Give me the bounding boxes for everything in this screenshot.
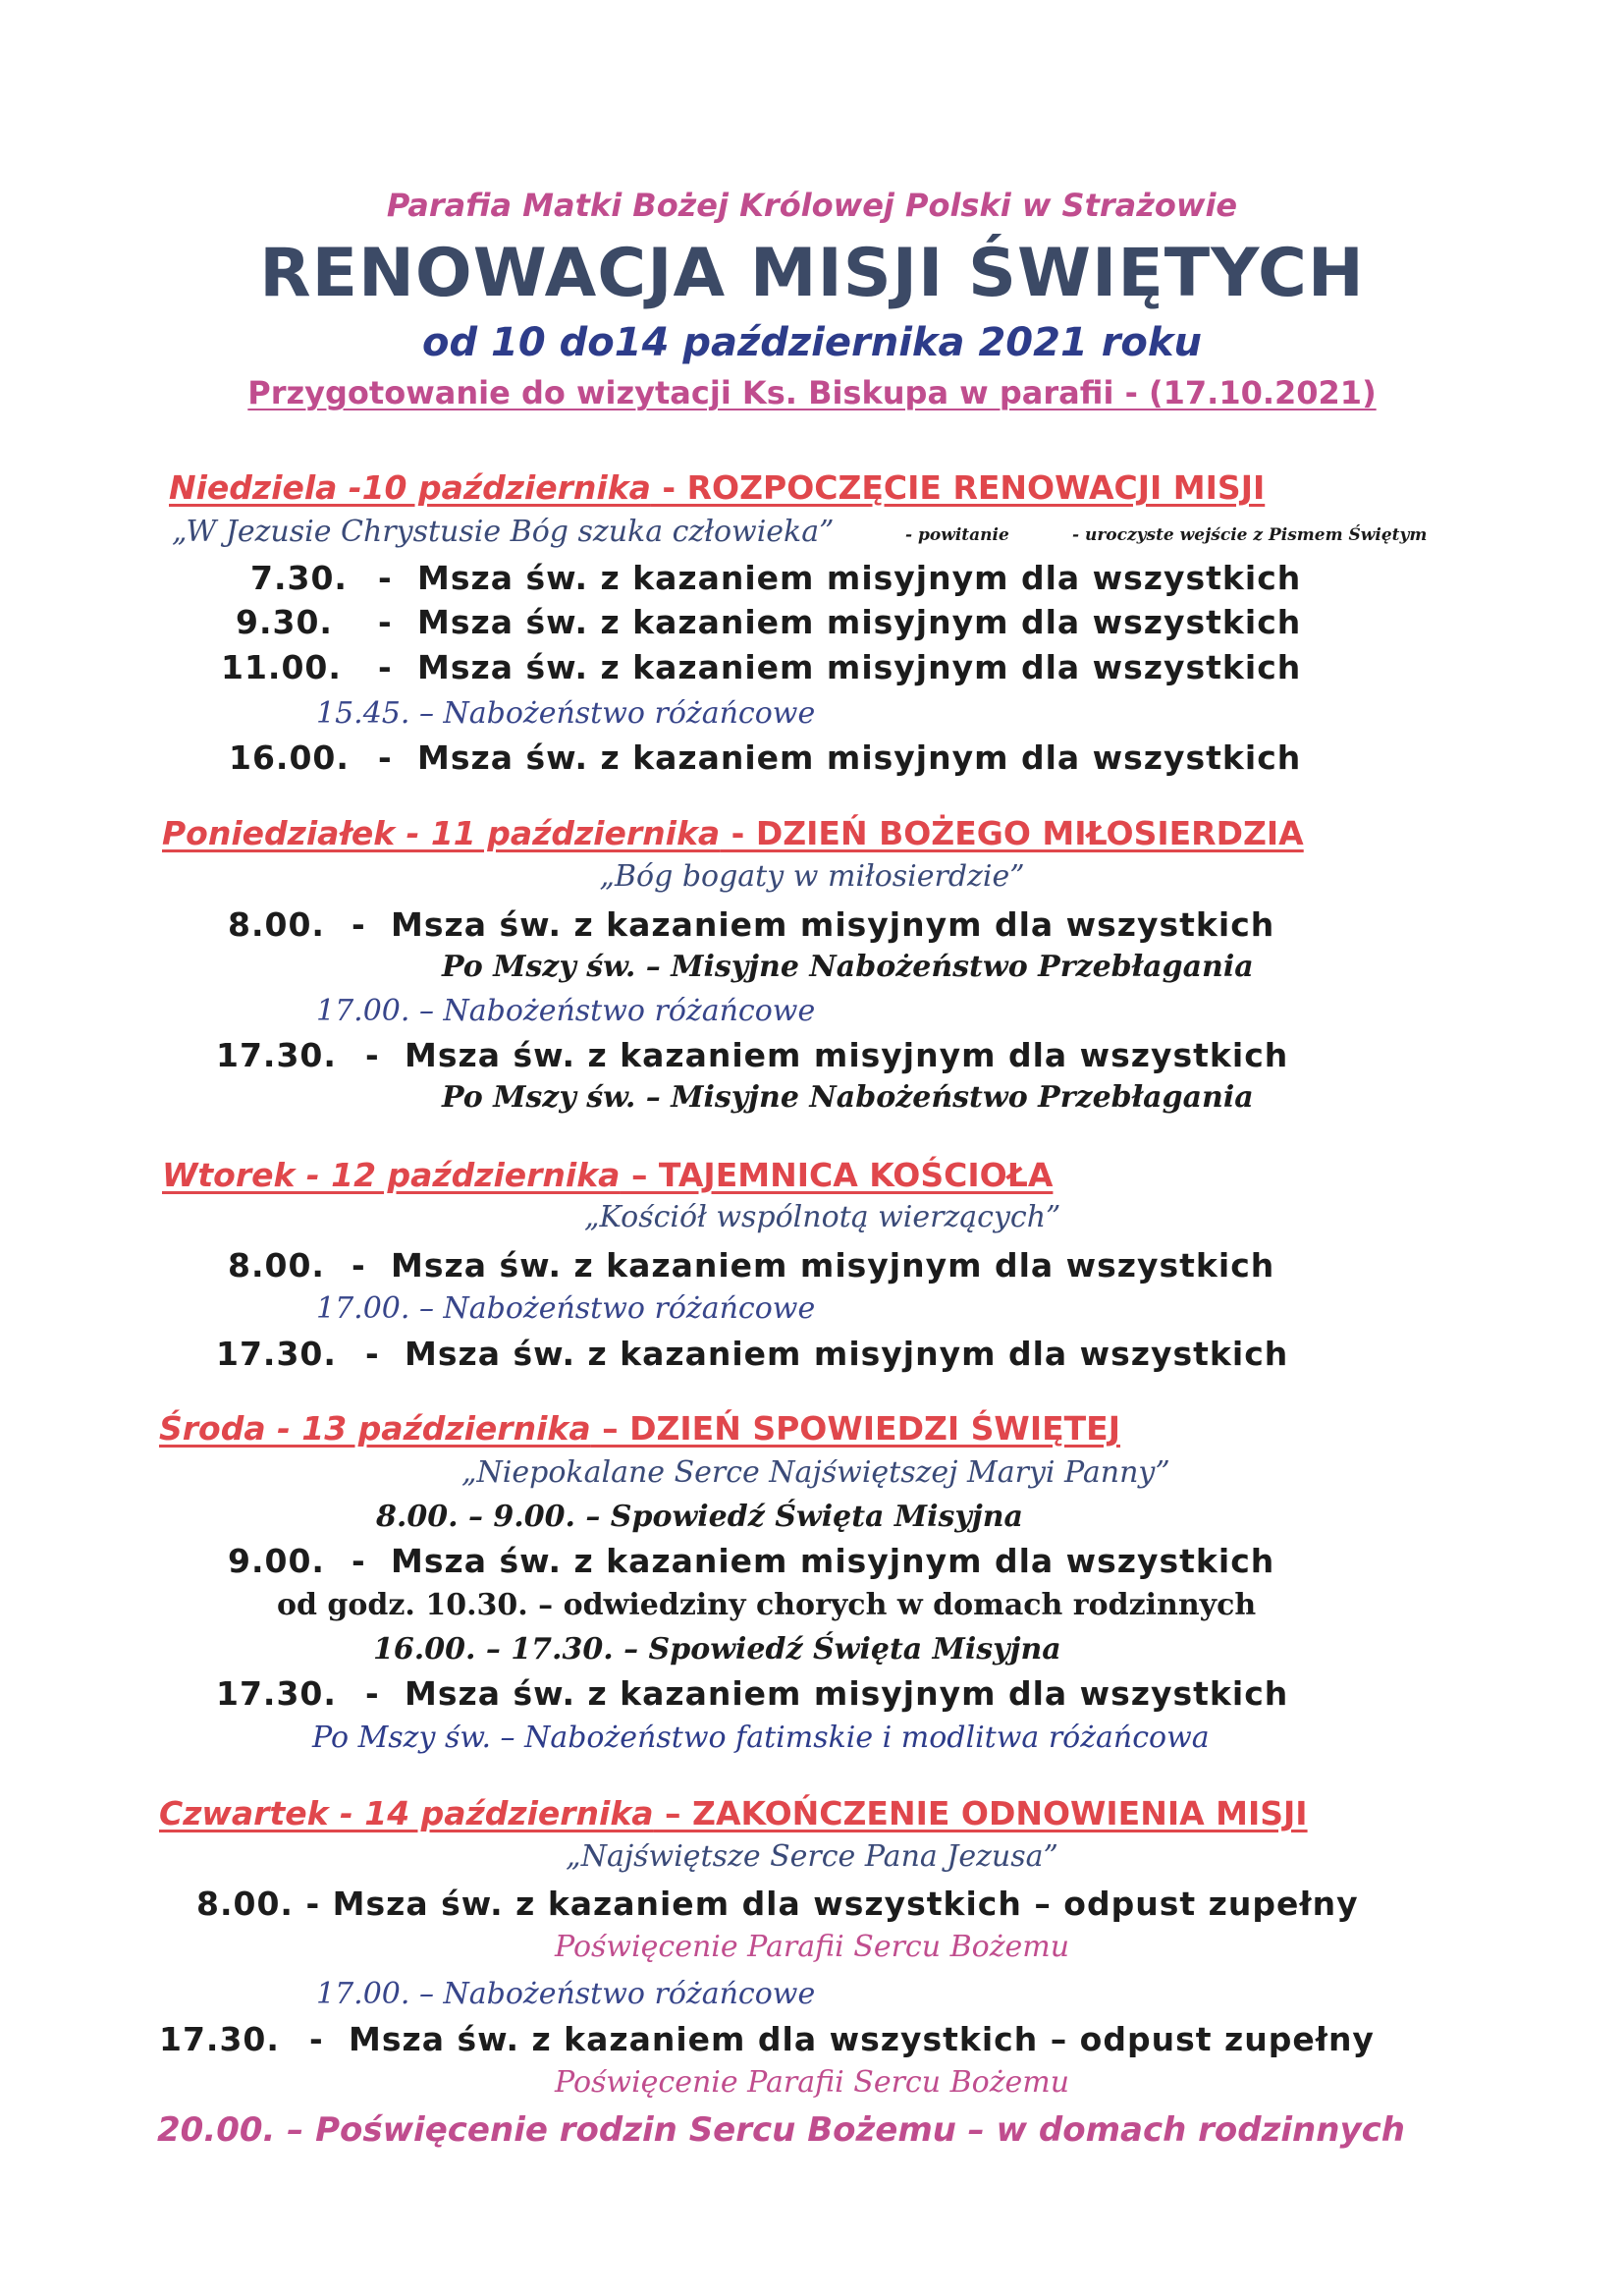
sunday-mass-3-text: Msza św. z kazaniem misyjnym dla wszystkich xyxy=(417,648,1302,686)
sunday-mass-2-dash: - xyxy=(378,603,393,641)
thursday-event: – ZAKOŃCZENIE ODNOWIENIA MISJI xyxy=(653,1794,1308,1832)
sunday-note-entrance: - uroczyste wejście z Pismem Świętym xyxy=(1072,525,1428,545)
sunday-note-welcome: - powitanie xyxy=(905,525,1009,545)
sunday-mass-3-dash: - xyxy=(378,648,393,686)
tuesday-heading xyxy=(162,1156,1054,1194)
thursday-mass-2-text: Msza św. z kazaniem dla wszystkich – odpust zupełny xyxy=(349,2020,1375,2058)
wednesday-event: – DZIEŃ SPOWIEDZI ŚWIĘTEJ xyxy=(590,1409,1120,1448)
monday-mass-1-dash: - xyxy=(352,905,366,944)
tuesday-event: – TAJEMNICA KOŚCIOŁA xyxy=(620,1156,1054,1194)
monday-event: - DZIEŃ BOŻEGO MIŁOSIERDZIA xyxy=(720,814,1304,852)
tuesday-mass-2-time: 17.30. xyxy=(216,1335,337,1373)
visitation-note: Przygotowanie do wizytacji Ks. Biskupa w parafii - (17.10.2021) xyxy=(247,374,1377,411)
monday-theme: „Bóg bogaty w miłosierdzie” xyxy=(599,859,1025,894)
thursday-consecration-2: Poświęcenie Parafii Sercu Bożemu xyxy=(554,2065,1070,2100)
page-title: RENOWACJA MISJI ŚWIĘTYCH xyxy=(259,235,1365,312)
tuesday-mass-1-text: Msza św. z kazaniem misyjnym dla wszystkich xyxy=(391,1246,1275,1285)
monday-mass-2-text: Msza św. z kazaniem misyjnym dla wszystkich xyxy=(405,1036,1289,1074)
wednesday-mass-2-text: Msza św. z kazaniem misyjnym dla wszystkich xyxy=(405,1674,1289,1713)
tuesday-day: Wtorek - 12 października xyxy=(162,1156,621,1194)
sunday-mass-4-text: Msza św. z kazaniem misyjnym dla wszystkich xyxy=(417,738,1302,777)
sunday-rosary: 15.45. – Nabożeństwo różańcowe xyxy=(316,696,816,731)
wednesday-sick-visits: od godz. 10.30. – odwiedziny chorych w domach rodzinnych xyxy=(277,1588,1257,1622)
monday-day: Poniedziałek - 11 października xyxy=(162,814,721,852)
wednesday-mass-1-dash: - xyxy=(352,1542,366,1580)
sunday-mass-1-text: Msza św. z kazaniem misyjnym dla wszystkich xyxy=(417,559,1302,597)
tuesday-mass-1-dash: - xyxy=(352,1246,366,1285)
sunday-event: - ROZPOCZĘCIE RENOWACJI MISJI xyxy=(650,468,1266,507)
sunday-theme: „W Jezusie Chrystusie Bóg szuka człowieka” xyxy=(172,515,835,549)
thursday-consecration-1: Poświęcenie Parafii Sercu Bożemu xyxy=(554,1930,1070,1964)
tuesday-mass-2-dash: - xyxy=(365,1335,380,1373)
monday-after-mass-1: Po Mszy św. – Misyjne Nabożeństwo Przebłagania xyxy=(442,950,1254,984)
tuesday-rosary: 17.00. – Nabożeństwo różańcowe xyxy=(316,1291,816,1326)
mission-dates: od 10 do14 października 2021 roku xyxy=(422,320,1202,365)
monday-mass-1-text: Msza św. z kazaniem misyjnym dla wszystkich xyxy=(391,905,1275,944)
wednesday-mass-2-dash: - xyxy=(365,1674,380,1713)
parish-name: Parafia Matki Bożej Królowej Polski w Strażowie xyxy=(386,187,1238,224)
monday-mass-1-time: 8.00. xyxy=(228,905,325,944)
sunday-mass-4-time: 16.00. xyxy=(229,738,350,777)
wednesday-mass-2-time: 17.30. xyxy=(216,1674,337,1713)
sunday-heading xyxy=(169,468,1266,507)
thursday-mass-2-time: 17.30. xyxy=(159,2020,280,2058)
tuesday-theme: „Kościół wspólnotą wierzących” xyxy=(584,1200,1061,1234)
wednesday-confession-2: 16.00. – 17.30. – Spowiedź Święta Misyjna xyxy=(373,1632,1061,1667)
monday-mass-2-time: 17.30. xyxy=(216,1036,337,1074)
sunday-mass-4-dash: - xyxy=(378,738,393,777)
thursday-rosary: 17.00. – Nabożeństwo różańcowe xyxy=(316,1977,816,2011)
family-consecration: 20.00. – Poświęcenie rodzin Sercu Bożemu – w domach rodzinnych xyxy=(157,2110,1405,2150)
sunday-mass-3-time: 11.00. xyxy=(221,648,342,686)
wednesday-after-mass: Po Mszy św. – Nabożeństwo fatimskie i modlitwa różańcowa xyxy=(312,1721,1210,1755)
sunday-day: Niedziela -10 października xyxy=(169,468,651,507)
sunday-mass-2-time: 9.30. xyxy=(236,603,333,641)
sunday-mass-1-time: 7.30. xyxy=(250,559,348,597)
thursday-heading xyxy=(159,1794,1308,1832)
wednesday-theme: „Niepokalane Serce Najświętszej Maryi Panny” xyxy=(461,1455,1170,1490)
monday-rosary: 17.00. – Nabożeństwo różańcowe xyxy=(316,994,816,1028)
monday-mass-2-dash: - xyxy=(365,1036,380,1074)
wednesday-confession-1: 8.00. – 9.00. – Spowiedź Święta Misyjna xyxy=(376,1500,1023,1534)
monday-after-mass-2: Po Mszy św. – Misyjne Nabożeństwo Przebłagania xyxy=(442,1080,1254,1115)
sunday-mass-1-dash: - xyxy=(378,559,393,597)
thursday-mass-1: 8.00. - Msza św. z kazaniem dla wszystkich – odpust zupełny xyxy=(196,1885,1359,1923)
thursday-mass-2-dash: - xyxy=(309,2020,324,2058)
tuesday-mass-2-text: Msza św. z kazaniem misyjnym dla wszystkich xyxy=(405,1335,1289,1373)
sunday-mass-2-text: Msza św. z kazaniem misyjnym dla wszystkich xyxy=(417,603,1302,641)
tuesday-mass-1-time: 8.00. xyxy=(228,1246,325,1285)
wednesday-mass-1-text: Msza św. z kazaniem misyjnym dla wszystkich xyxy=(391,1542,1275,1580)
wednesday-day: Środa - 13 października xyxy=(159,1409,591,1448)
wednesday-heading xyxy=(159,1409,1120,1448)
thursday-day: Czwartek - 14 października xyxy=(159,1794,654,1832)
monday-heading xyxy=(162,814,1304,852)
thursday-theme: „Najświętsze Serce Pana Jezusa” xyxy=(566,1839,1058,1874)
wednesday-mass-1-time: 9.00. xyxy=(228,1542,325,1580)
